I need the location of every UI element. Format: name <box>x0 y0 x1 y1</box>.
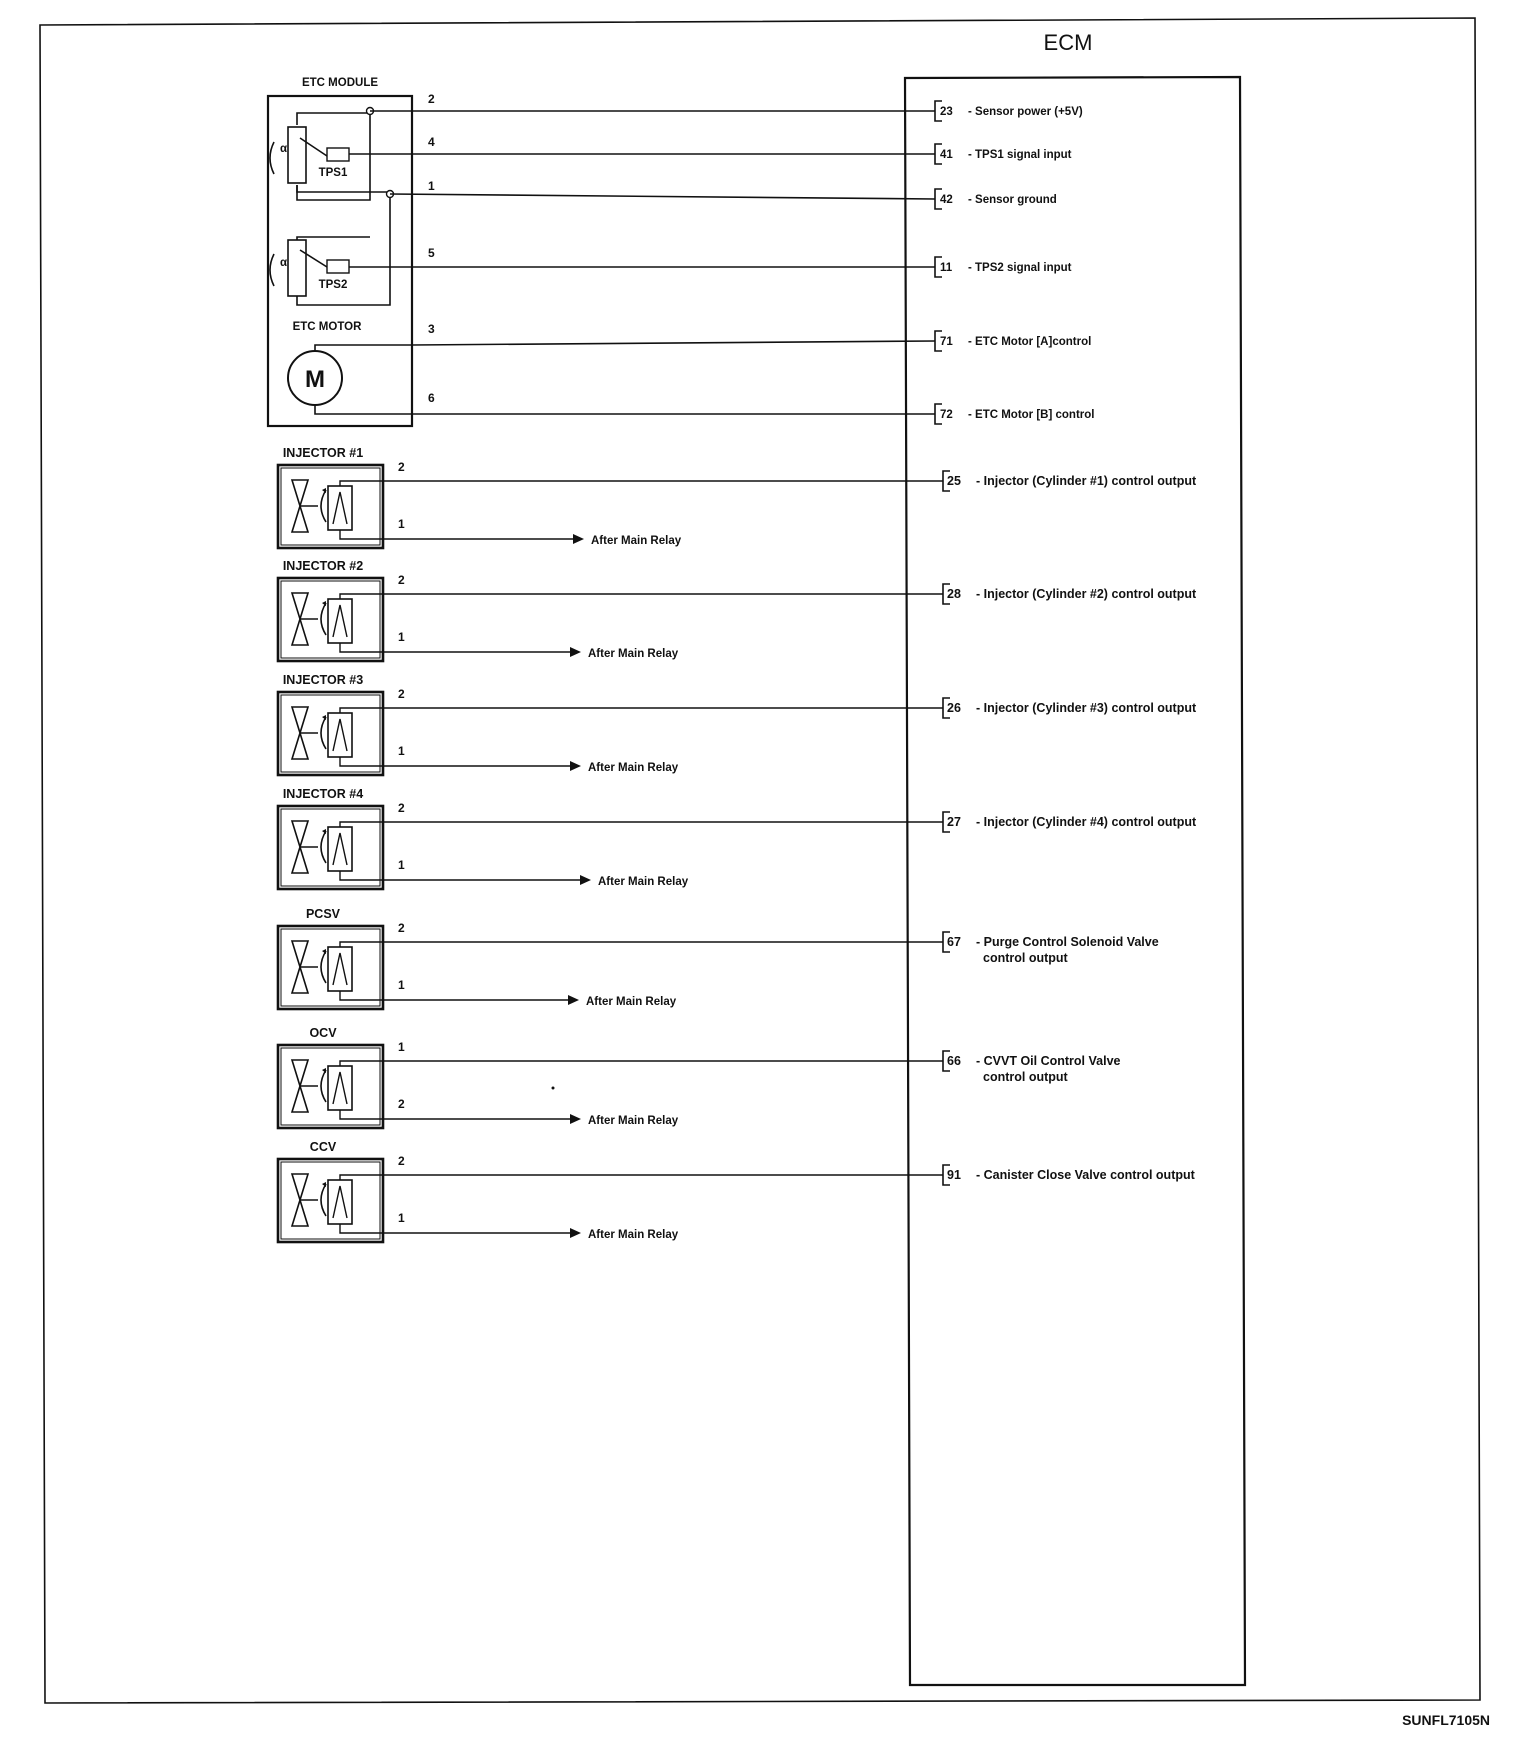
arrow-right-icon <box>570 647 581 657</box>
actuator-injector-3 <box>278 673 1197 775</box>
ecm-terminal-function: - Injector (Cylinder #3) control output <box>976 701 1197 715</box>
ecm-terminal-function: - Sensor ground <box>968 194 1057 206</box>
signal-pin-number: 2 <box>398 1154 405 1168</box>
relay-label: After Main Relay <box>588 762 679 774</box>
relay-label: After Main Relay <box>588 1115 679 1127</box>
ecm-terminal-function: - Purge Control Solenoid Valve <box>976 935 1159 949</box>
actuator-injector-4 <box>278 787 1197 889</box>
actuator-name: INJECTOR #4 <box>282 787 364 801</box>
ecm-terminal-function: - CVVT Oil Control Valve <box>976 1054 1121 1068</box>
ecm-terminal-function: - Injector (Cylinder #1) control output <box>976 474 1197 488</box>
ecm-terminal-function: - ETC Motor [A]control <box>968 336 1092 348</box>
arrow-right-icon <box>573 534 584 544</box>
relay-label: After Main Relay <box>588 1229 679 1241</box>
etc-pin-number: 5 <box>428 246 435 260</box>
ecm-terminal-function-line2: control output <box>983 1070 1068 1084</box>
arrow-right-icon <box>580 875 591 885</box>
actuator-injector-2 <box>278 559 1197 661</box>
ecm-terminal-number: 91 <box>947 1168 961 1182</box>
signal-pin-number: 2 <box>398 801 405 815</box>
actuator-name: PCSV <box>305 907 341 921</box>
ecm-terminal-function: - Sensor power (+5V) <box>968 106 1083 118</box>
ecm-terminal-number: 71 <box>940 336 953 348</box>
ecm-terminal-number: 67 <box>947 935 961 949</box>
actuator-name: CCV <box>309 1140 337 1154</box>
ecm-terminal-number: 66 <box>947 1054 961 1068</box>
relay-label: After Main Relay <box>591 535 682 547</box>
solenoid-valve-icon <box>292 1060 352 1112</box>
actuator-name: INJECTOR #1 <box>282 446 364 460</box>
solenoid-valve-icon <box>292 707 352 759</box>
solenoid-valve-icon <box>292 480 352 532</box>
ecm-terminal-number: 27 <box>947 815 961 829</box>
actuator-group <box>278 446 1197 1242</box>
etc-connections <box>349 111 935 414</box>
actuator-ocv <box>278 1026 1121 1128</box>
arrow-right-icon <box>570 1114 581 1124</box>
tps1-label: TPS1 <box>318 167 348 179</box>
arrow-right-icon <box>568 995 579 1005</box>
etc-pin-number: 4 <box>428 135 435 149</box>
actuator-ccv <box>278 1140 1196 1242</box>
signal-pin-number: 2 <box>398 921 405 935</box>
ecm-terminal-function: - TPS2 signal input <box>968 262 1072 274</box>
ecm-title: ECM <box>1043 30 1093 55</box>
ecm-terminal-function: - Injector (Cylinder #4) control output <box>976 815 1197 829</box>
ecm-terminal-function: - ETC Motor [B] control <box>968 409 1095 421</box>
signal-pin-number: 2 <box>398 460 405 474</box>
actuator-name: INJECTOR #2 <box>282 559 364 573</box>
solenoid-valve-icon <box>292 941 352 993</box>
etc-motor-title: ETC MOTOR <box>292 321 362 333</box>
relay-pin-number: 1 <box>398 1211 405 1225</box>
relay-label: After Main Relay <box>586 996 677 1008</box>
relay-pin-number: 1 <box>398 517 405 531</box>
tps2-label: TPS2 <box>318 279 348 291</box>
ecm-terminal-function: - TPS1 signal input <box>968 149 1072 161</box>
ecm-terminal-function-line2: control output <box>983 951 1068 965</box>
motor-symbol: M <box>305 366 325 393</box>
relay-pin-number: 1 <box>398 978 405 992</box>
relay-pin-number: 1 <box>398 858 405 872</box>
relay-label: After Main Relay <box>588 648 679 660</box>
ecm-terminal-number: 23 <box>940 106 953 118</box>
actuator-name: OCV <box>309 1026 337 1040</box>
diagram-code: SUNFL7105N <box>1402 1712 1490 1728</box>
ecm-terminal-number: 28 <box>947 587 961 601</box>
ecm-terminal-function: - Injector (Cylinder #2) control output <box>976 587 1197 601</box>
svg-text:α: α <box>280 143 288 155</box>
svg-text:α: α <box>280 257 288 269</box>
solenoid-valve-icon <box>292 821 352 873</box>
actuator-injector-1 <box>278 446 1197 548</box>
signal-pin-number: 1 <box>398 1040 405 1054</box>
relay-pin-number: 1 <box>398 630 405 644</box>
outer-frame <box>40 18 1480 1703</box>
signal-pin-number: 2 <box>398 573 405 587</box>
relay-pin-number: 2 <box>398 1097 405 1111</box>
ecm-terminal-number: 11 <box>940 262 953 274</box>
etc-pin-number: 1 <box>428 179 435 193</box>
ecm-terminal-function: - Canister Close Valve control output <box>976 1168 1195 1182</box>
solenoid-valve-icon <box>292 1174 352 1226</box>
signal-pin-number: 2 <box>398 687 405 701</box>
actuator-name: INJECTOR #3 <box>282 673 364 687</box>
etc-module-title: ETC MODULE <box>301 77 379 89</box>
etc-pin-number: 2 <box>428 92 435 106</box>
ecm-terminal-number: 25 <box>947 474 961 488</box>
etc-pin-number: 3 <box>428 322 435 336</box>
ecm-terminal-number: 26 <box>947 701 961 715</box>
etc-module <box>268 77 412 426</box>
relay-pin-number: 1 <box>398 744 405 758</box>
ecm-terminal-number: 41 <box>940 149 953 161</box>
ecm-box <box>905 77 1245 1685</box>
etc-pin-number: 6 <box>428 391 435 405</box>
ecm-terminal-number: 42 <box>940 194 953 206</box>
solenoid-valve-icon <box>292 593 352 645</box>
arrow-right-icon <box>570 761 581 771</box>
arrow-right-icon <box>570 1228 581 1238</box>
actuator-pcsv <box>278 907 1159 1009</box>
relay-label: After Main Relay <box>598 876 689 888</box>
ecm-terminal-number: 72 <box>940 409 953 421</box>
